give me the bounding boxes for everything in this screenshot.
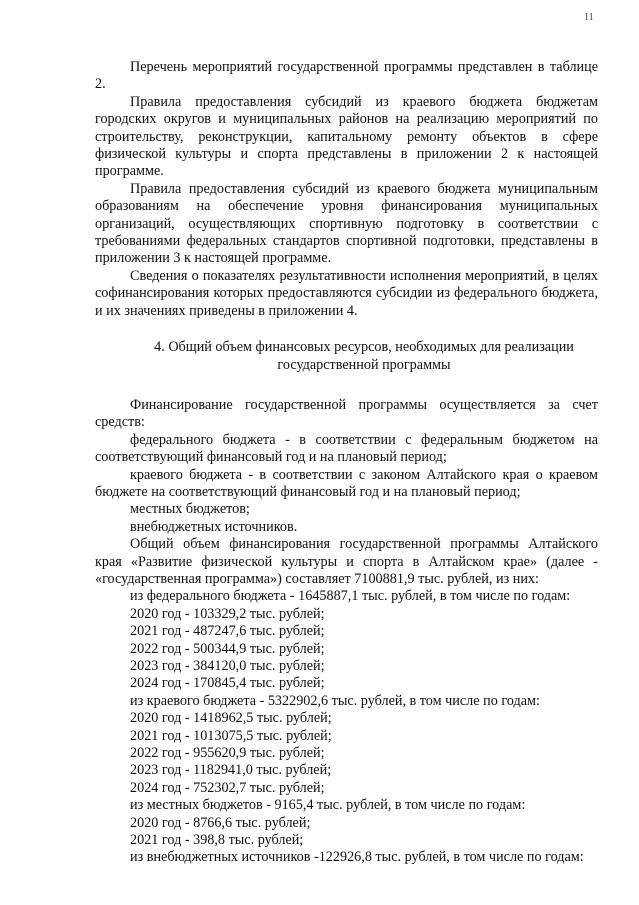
regional-year-2023: 2023 год - 1182941,0 тыс. рублей; xyxy=(130,762,332,779)
federal-year-2022: 2022 год - 500344,9 тыс. рублей; xyxy=(130,640,325,657)
federal-total: из федерального бюджета - 1645887,1 тыс. рублей, в том числе по годам: xyxy=(130,588,571,605)
regional-year-2024: 2024 год - 752302,7 тыс. рублей; xyxy=(130,779,325,796)
source-regional: краевого бюджета - в соответствии с законом Алтайского края о краевом бюджете на соответствующий финансовый год и на плановый период; xyxy=(95,466,598,500)
federal-year-2021: 2021 год - 487247,6 тыс. рублей; xyxy=(130,623,325,640)
local-year-2020: 2020 год - 8766,6 тыс. рублей; xyxy=(130,814,311,831)
source-extrabudget: внебюджетных источников. xyxy=(130,518,298,535)
page-number: 11 xyxy=(584,12,594,23)
federal-year-2024: 2024 год - 170845,4 тыс. рублей; xyxy=(130,675,325,692)
regional-year-2020: 2020 год - 1418962,5 тыс. рублей; xyxy=(130,710,332,727)
section-heading: 4. Общий объем финансовых ресурсов, необходимых для реализации государственной программы xyxy=(154,339,574,373)
paragraph-subsidy-rules-construction: Правила предоставления субсидий из краевого бюджета бюджетам городских округов и муниципальных районов на реализацию мероприятий по строительству, реконструкции, капитальному ремонту объектов в сфере физической культуры и спорта представлены в приложении 2 к настоящей программе. xyxy=(95,93,598,180)
extrabudget-total: из внебюджетных источников -122926,8 тыс. рублей, в том числе по годам: xyxy=(130,849,584,866)
local-total: из местных бюджетов - 9165,4 тыс. рублей, в том числе по годам: xyxy=(130,797,526,814)
paragraph-financing-intro: Финансирование государственной программы осуществляется за счет средств: xyxy=(95,396,598,431)
paragraph-measures-list: Перечень мероприятий государственной программы представлен в таблице 2. xyxy=(95,59,598,93)
page-content xyxy=(95,59,598,867)
federal-year-2023: 2023 год - 384120,0 тыс. рублей; xyxy=(130,658,325,674)
source-local: местных бюджетов; xyxy=(130,501,250,518)
paragraph-performance-indicators: Сведения о показателях результативности исполнения мероприятий, в целях софинансирования которых предоставляются субсидии из федерального бюджета, и их значениях приведены в приложении 4. xyxy=(95,267,598,319)
paragraph-subsidy-rules-funding: Правила предоставления субсидий из краевого бюджета муниципальным образованиям на обеспечение уровня финансирования муниципальных организаций, осуществляющих спортивную подготовку в соответствии с требованиями федеральных стандартов спортивной подготовки, представлены в приложении 3 к настоящей программе. xyxy=(95,180,598,267)
source-federal: федерального бюджета - в соответствии с федеральным бюджетом на соответствующий финансовый год и на плановый период; xyxy=(95,431,598,466)
local-year-2021: 2021 год - 398,8 тыс. рублей; xyxy=(130,832,304,849)
regional-total: из краевого бюджета - 5322902,6 тыс. рублей, в том числе по годам: xyxy=(130,692,540,709)
federal-year-2020: 2020 год - 103329,2 тыс. рублей; xyxy=(130,605,325,622)
paragraph-total-financing: Общий объем финансирования государственной программы Алтайского края «Развитие физической культуры и спорта в Алтайском крае» (далее - «государственная программа») составляет 7100881,9 тыс. рублей, из них: xyxy=(95,536,598,587)
regional-year-2022: 2022 год - 955620,9 тыс. рублей; xyxy=(130,745,325,762)
regional-year-2021: 2021 год - 1013075,5 тыс. рублей; xyxy=(130,727,332,744)
